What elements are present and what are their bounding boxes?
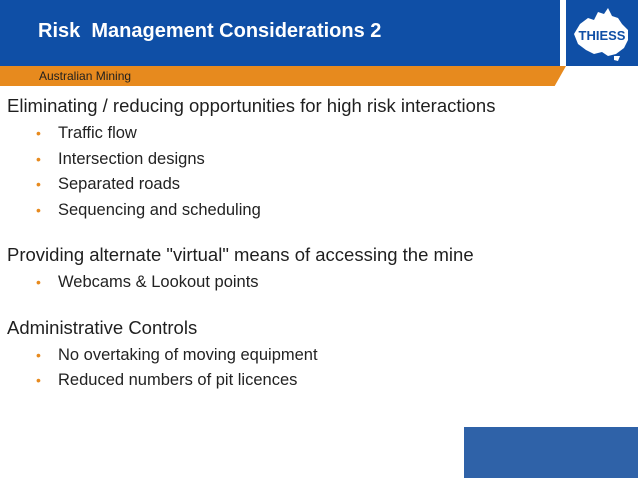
list-item <box>7 343 607 369</box>
section-virtual-access <box>7 243 607 296</box>
list-item <box>7 270 607 296</box>
slide-content <box>7 94 607 414</box>
company-logo <box>566 0 638 66</box>
list-item <box>7 121 607 147</box>
section-heading: Providing alternate "virtual" means of accessing the mine <box>7 244 474 265</box>
list-item <box>7 147 607 173</box>
section-risk-interactions <box>7 94 607 223</box>
list-item-text: Intersection designs <box>58 149 205 168</box>
bullet-icon: • <box>36 274 41 290</box>
list-item-text: Webcams & Lookout points <box>58 273 259 291</box>
section-administrative-controls <box>7 316 607 394</box>
list-item <box>7 172 607 198</box>
list-item-text: Separated roads <box>58 175 181 193</box>
list-item-text: Sequencing and scheduling <box>58 200 261 219</box>
list-item-text: No overtaking of moving equipment <box>58 345 318 364</box>
bullet-icon: • <box>36 150 41 167</box>
list-item-text: Traffic flow <box>58 124 137 142</box>
bullet-icon: • <box>36 125 41 141</box>
bullet-icon: • <box>36 372 41 388</box>
bullet-icon: • <box>36 346 41 363</box>
bullet-icon: • <box>36 201 41 218</box>
logo-wordmark: THIESS <box>578 28 626 43</box>
bullet-icon: • <box>36 176 41 192</box>
list-item-text: Reduced numbers of pit licences <box>58 371 298 389</box>
slide-title: Risk Management Considerations 2 <box>38 20 382 42</box>
list-item <box>7 368 607 394</box>
section-heading: Administrative Controls <box>7 316 198 338</box>
bullet-list <box>7 343 607 394</box>
slide-subtitle: Australian Mining <box>39 69 132 83</box>
corner-decoration <box>464 427 638 478</box>
section-heading: Eliminating / reducing opportunities for high risk interactions <box>7 95 496 116</box>
bullet-list <box>7 121 607 223</box>
bullet-list <box>7 270 607 296</box>
list-item <box>7 198 607 224</box>
